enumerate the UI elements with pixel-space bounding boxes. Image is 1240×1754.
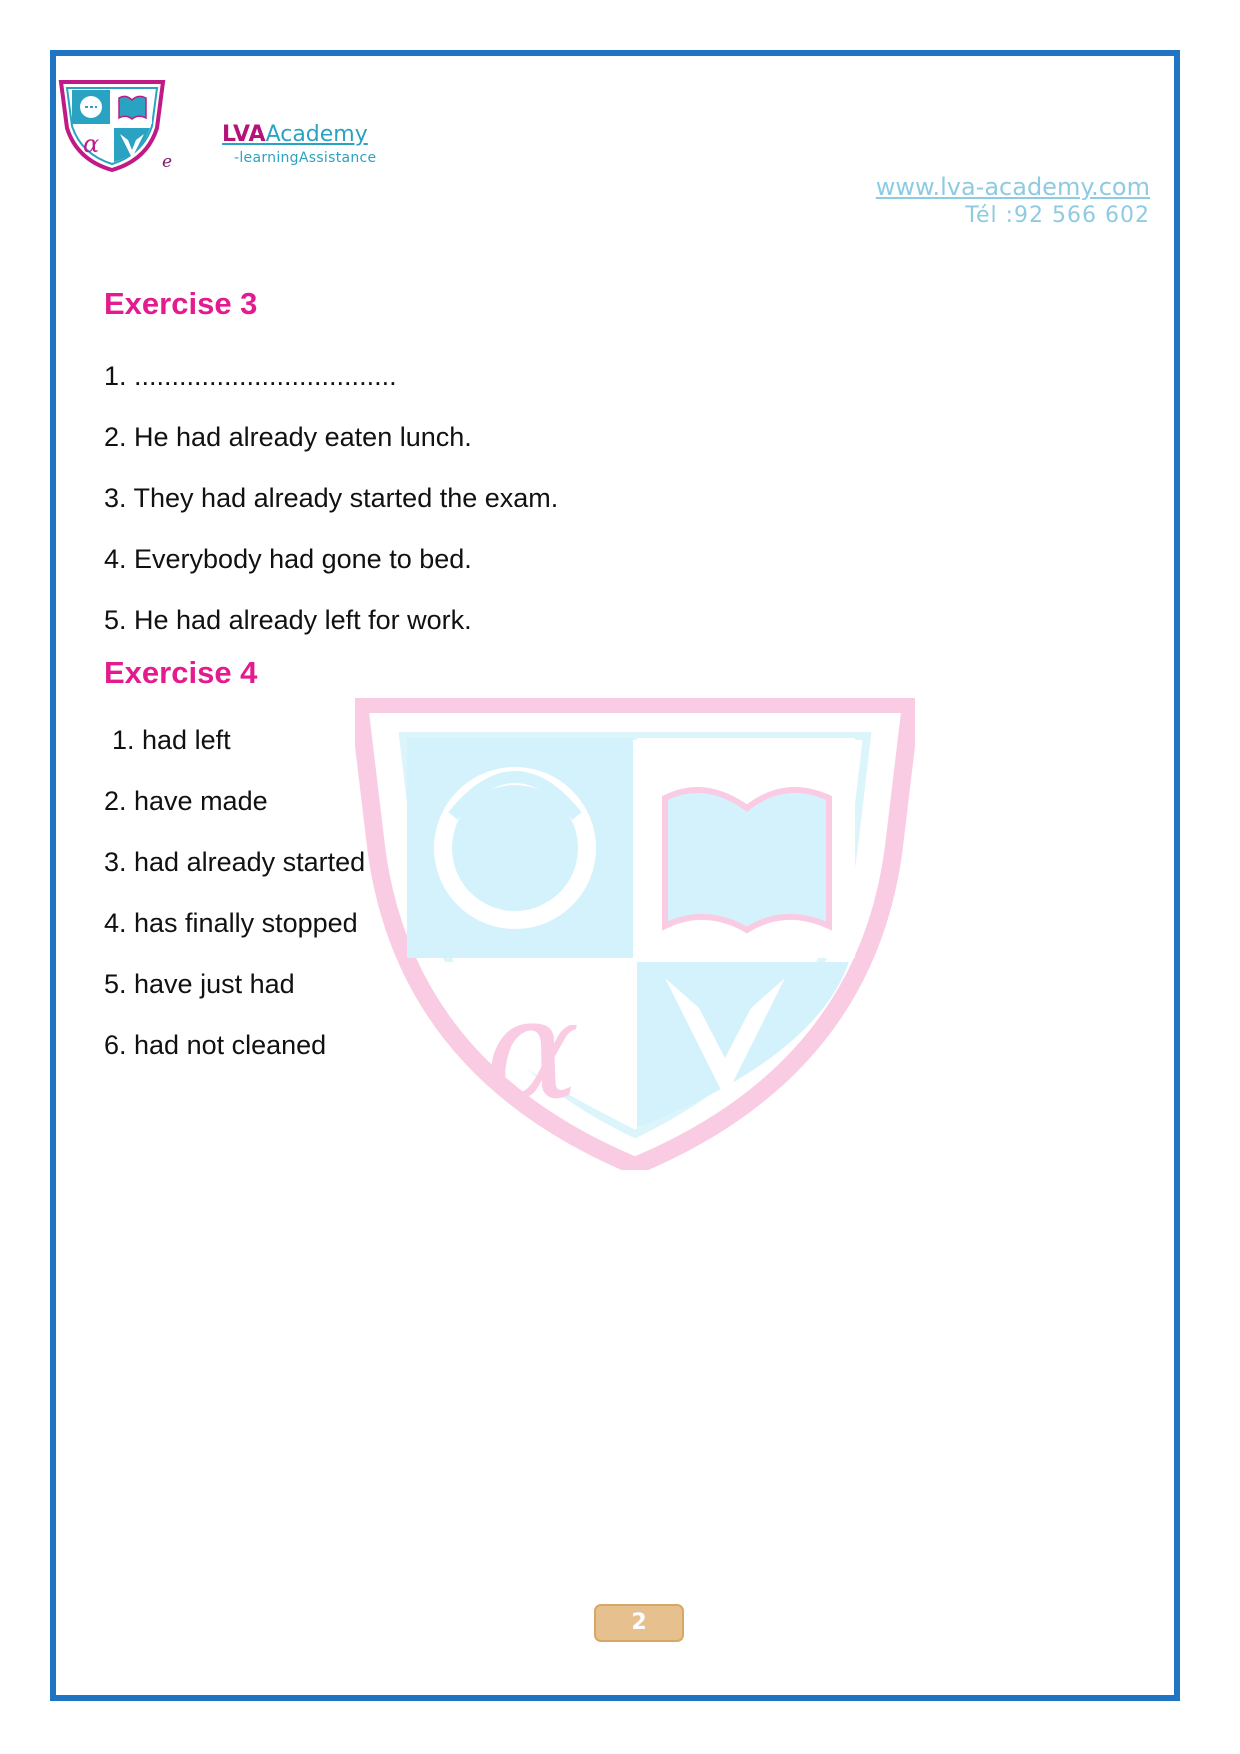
brand-tagline: -learningAssistance <box>234 150 377 166</box>
phone-number: Tél :92 566 602 <box>965 203 1150 228</box>
answer-item: 3. had already started <box>104 847 366 877</box>
brand-lva: LVA <box>222 122 266 147</box>
answer-item: 1. had left <box>112 725 231 755</box>
alpha-icon: α <box>83 130 100 158</box>
answer-item: 5. He had already left for work. <box>104 605 472 635</box>
website-link[interactable]: www.lva-academy.com <box>875 173 1150 201</box>
exercise-title: Exercise 4 <box>104 655 258 690</box>
exercise-title: Exercise 3 <box>104 286 258 321</box>
answer-item: 6. had not cleaned <box>104 1030 327 1060</box>
answer-item: 3. They had already started the exam. <box>104 483 559 513</box>
brand-e-mark: e <box>162 152 173 172</box>
answer-item: 5. have just had <box>104 969 295 999</box>
answer-item: 4. has finally stopped <box>104 908 358 938</box>
answer-list <box>104 710 1104 1076</box>
shield-logo-icon <box>57 78 167 173</box>
answer-item: 4. Everybody had gone to bed. <box>104 544 472 574</box>
contact-block <box>876 172 1150 230</box>
answer-list <box>104 346 1104 651</box>
exercise-4 <box>104 651 1104 1076</box>
headset-chat-icon <box>80 96 102 118</box>
brand-academy: Academy <box>265 122 368 147</box>
watermark-alpha-icon: α <box>485 969 580 1132</box>
brand <box>222 122 376 166</box>
page-number-badge: 2 <box>594 1604 684 1642</box>
exercise-3 <box>104 282 1104 651</box>
answer-item: 1. ................................... <box>104 361 397 391</box>
answer-item: 2. have made <box>104 786 268 816</box>
answer-item: 2. He had already eaten lunch. <box>104 422 472 452</box>
brand-name <box>222 122 376 148</box>
answer-sheet <box>104 282 1104 1076</box>
open-book-icon <box>119 96 146 119</box>
